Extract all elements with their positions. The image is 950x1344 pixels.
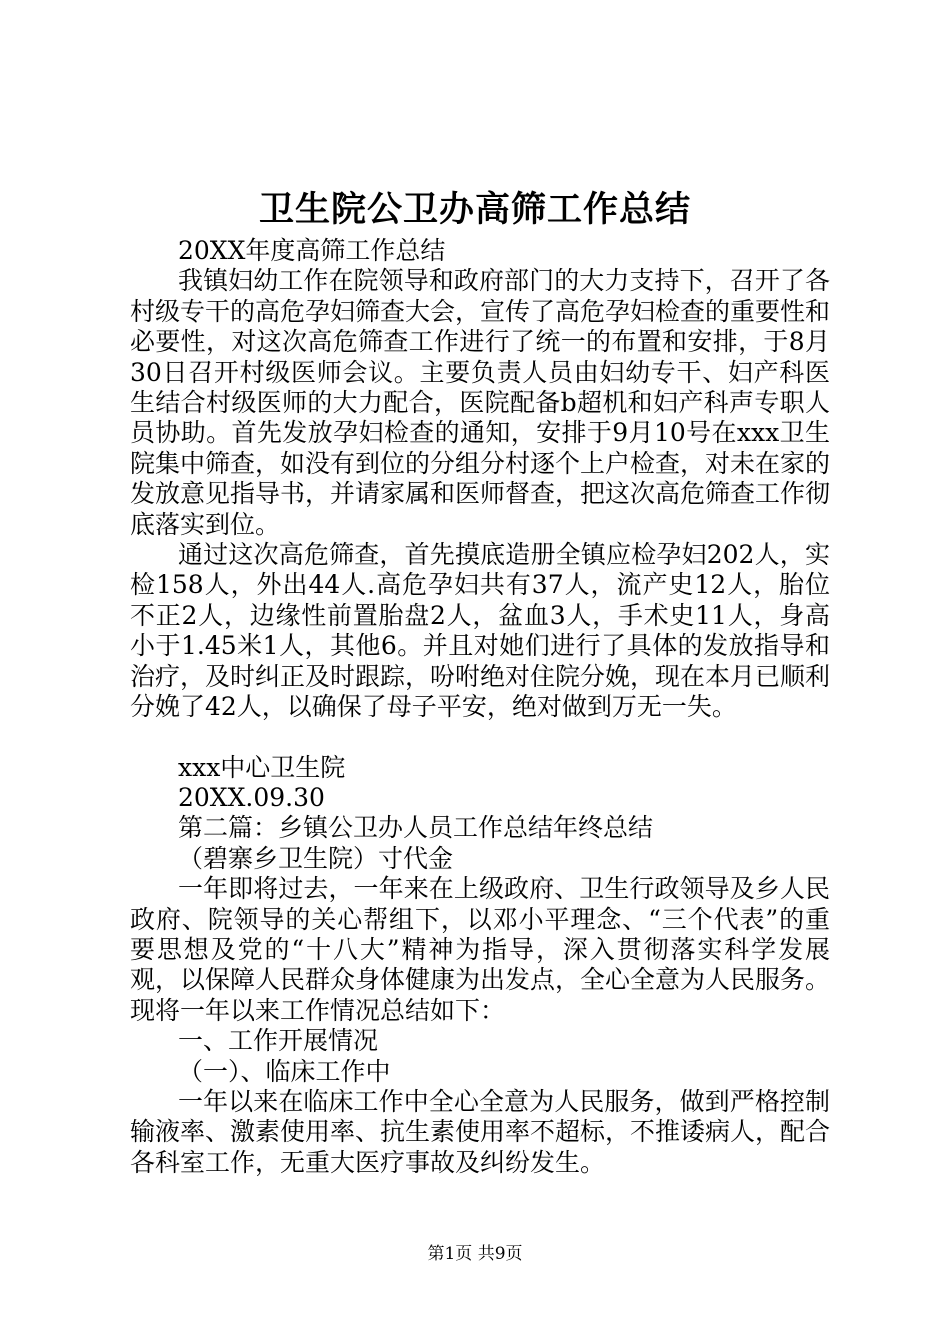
page-indicator: 第1页 共9页	[427, 1244, 523, 1264]
paragraph-1: 我镇妇幼工作在院领导和政府部门的大力支持下，召开了各村级专干的高危孕妇筛查大会，宣传了高危孕妇检查的重要性和必要性，对这次高危筛查工作进行了统一的布置和安排，于8月30日召开村级医师会议。主要负责人员由妇幼专干、妇产科医生结合村级医师的大力配合，医院配备b超机和妇产科声专职人员协助。首先发放孕妇检查的通知，安排于9月10号在xxx卫生院集中筛查，如没有到位的分组分村逐个上户检查，对未在家的发放意见指导书，并请家属和医师督查，把这次高危筛查工作彻底落实到位。	[130, 266, 831, 539]
signature-org: xxx中心卫生院	[178, 752, 346, 782]
clinical-paragraph: 一年以来在临床工作中全心全意为人民服务，做到严格控制输液率、激素使用率、抗生素使用率不超标，不推诿病人，配合各科室工作，无重大医疗事故及纠纷发生。	[130, 1086, 831, 1177]
section2-heading: 第二篇：乡镇公卫办人员工作总结年终总结	[178, 813, 654, 843]
blank-line	[130, 723, 830, 753]
paragraph-2: 通过这次高危筛查，首先摸底造册全镇应检孕妇202人，实检158人，外出44人.高危孕妇共有37人，流产史12人，胎位不正2人，边缘性前置胎盘2人，盆血3人，手术史11人，身高小于1.45米1人，其他6。并且对她们进行了具体的发放指导和治疗，及时纠正及时跟踪，吩咐绝对住院分娩，现在本月已顺利分娩了42人，以确保了母子平安，绝对做到万无一失。	[130, 540, 831, 722]
document-body	[130, 236, 830, 1178]
document-title: 卫生院公卫办高筛工作总结	[258, 189, 691, 230]
signature-date: 20XX.09.30	[178, 782, 325, 812]
document-subtitle: 20XX年度高筛工作总结	[178, 236, 446, 265]
section2-paragraph: 一年即将过去，一年来在上级政府、卫生行政领导及乡人民政府、院领导的关心帮组下，以邓小平理念、“三个代表”的重要思想及党的“十八大”精神为指导，深入贯彻落实科学发展观，以保障人民群众身体健康为出发点，全心全意为人民服务。现将一年以来工作情况总结如下：	[130, 874, 831, 1025]
heading-clinical-work: （一）、临床工作中	[178, 1056, 391, 1086]
heading-work-status: 一、工作开展情况	[178, 1026, 379, 1056]
section2-author: （碧寨乡卫生院）寸代金	[178, 843, 454, 873]
